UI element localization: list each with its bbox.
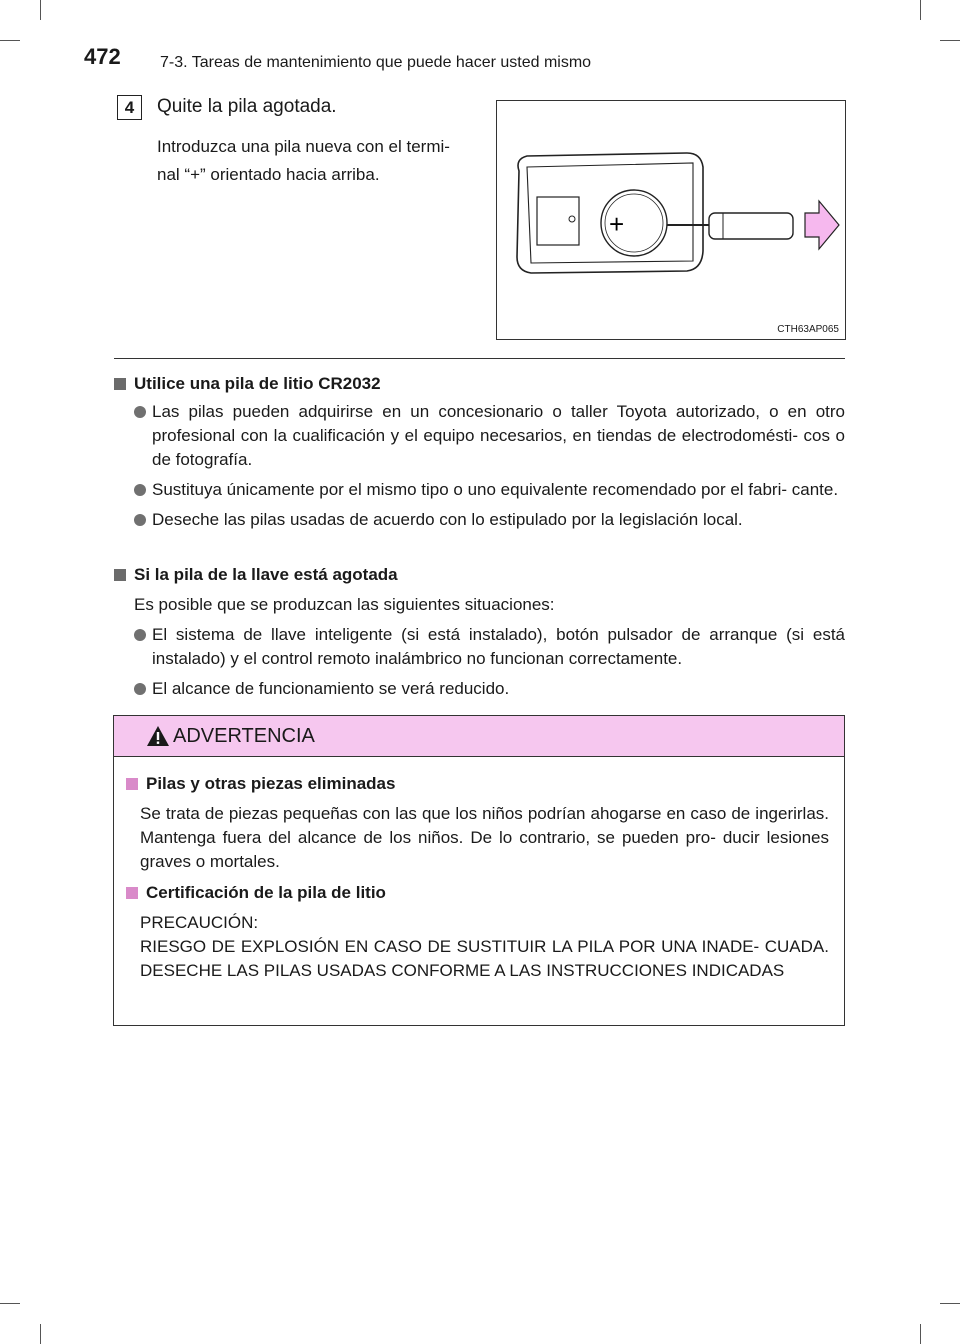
crop-mark (920, 1324, 921, 1344)
heading-text: Pilas y otras piezas eliminadas (146, 774, 396, 793)
warning-header (114, 716, 844, 757)
figure-code: CTH63AP065 (777, 324, 839, 335)
list-item (114, 623, 845, 671)
step-text: Introduzca una pila nueva con el termi- nal “+” orientado hacia arriba. (157, 137, 450, 184)
list-item (114, 400, 845, 472)
key-battery-figure (496, 100, 846, 340)
section-intro: Es posible que se produzcan las siguientes situaciones: (134, 595, 555, 614)
square-bullet-icon (114, 378, 126, 390)
section-divider (114, 358, 845, 359)
warning-body (126, 772, 829, 983)
list-item-text: Deseche las pilas usadas de acuerdo con lo estipulado por la legislación local. (152, 510, 743, 529)
circle-bullet-icon (134, 629, 146, 641)
heading-text: Certificación de la pila de litio (146, 883, 386, 902)
heading-text: Utilice una pila de litio CR2032 (134, 374, 381, 393)
crop-mark (40, 1324, 41, 1344)
pull-arrow (805, 201, 839, 249)
section-heading (114, 563, 845, 587)
warning-triangle-icon (146, 725, 170, 747)
lithium-battery-section (114, 372, 845, 532)
circle-bullet-icon (134, 514, 146, 526)
screwdriver (709, 213, 793, 239)
crop-mark (40, 0, 41, 20)
plus-terminal-label: + (609, 209, 625, 239)
step-title: Quite la pila agotada. (157, 96, 337, 117)
circle-bullet-icon (134, 406, 146, 418)
list-item-text: Sustituya únicamente por el mismo tipo o uno equivalente recomendado por el fabri- cante. (152, 480, 839, 499)
warning-item-heading (126, 881, 829, 905)
warning-item-text: Se trata de piezas pequeñas con las que los niños podrían ahogarse en caso de ingerirlas. Mantenga fuera del alcance de los niños. De lo contrario, se pueden pro- ducir lesiones graves o mortales. (140, 804, 829, 871)
page-number: 472 (84, 44, 121, 69)
key-battery-illustration (497, 101, 845, 339)
list-item-text: Las pilas pueden adquirirse en un concesionario o taller Toyota autorizado, o en otro profesional con la cualificación y el equipo necesarios, en tiendas de electrodomésti- cos o de fotografía. (152, 402, 845, 469)
square-bullet-icon (126, 887, 138, 899)
warning-item-heading (126, 772, 829, 796)
list-item (114, 677, 845, 701)
crop-mark (940, 1303, 960, 1304)
step-number-badge: 4 (117, 95, 142, 120)
warning-title: ADVERTENCIA (173, 725, 315, 747)
list-item-text: El sistema de llave inteligente (si está instalado), botón pulsador de arranque (si está instalado) y el control remoto inalámbrico no funcionan correctamente. (152, 625, 845, 668)
list-item-text: El alcance de funcionamiento se verá reducido. (152, 679, 510, 698)
warning-item-text: RIESGO DE EXPLOSIÓN EN CASO DE SUSTITUIR LA PILA POR UNA INADE- CUADA. DESECHE LAS PILAS USADAS CONFORME A LAS INSTRUCCIONES INDICADAS (140, 937, 829, 980)
warning-box (113, 715, 845, 1026)
list-item (114, 478, 845, 502)
crop-mark (940, 40, 960, 41)
crop-mark (920, 0, 921, 20)
heading-text: Si la pila de la llave está agotada (134, 565, 398, 584)
warning-item-text: PRECAUCIÓN: (140, 913, 259, 932)
dead-battery-section (114, 563, 845, 701)
square-component (537, 197, 579, 245)
circle-bullet-icon (134, 484, 146, 496)
crop-mark (0, 1303, 20, 1304)
crop-mark (0, 40, 20, 41)
list-item (114, 508, 845, 532)
circle-bullet-icon (134, 683, 146, 695)
square-bullet-icon (114, 569, 126, 581)
section-heading (114, 372, 845, 396)
square-bullet-icon (126, 778, 138, 790)
running-title: 7-3. Tareas de mantenimiento que puede hacer usted mismo (160, 54, 592, 71)
